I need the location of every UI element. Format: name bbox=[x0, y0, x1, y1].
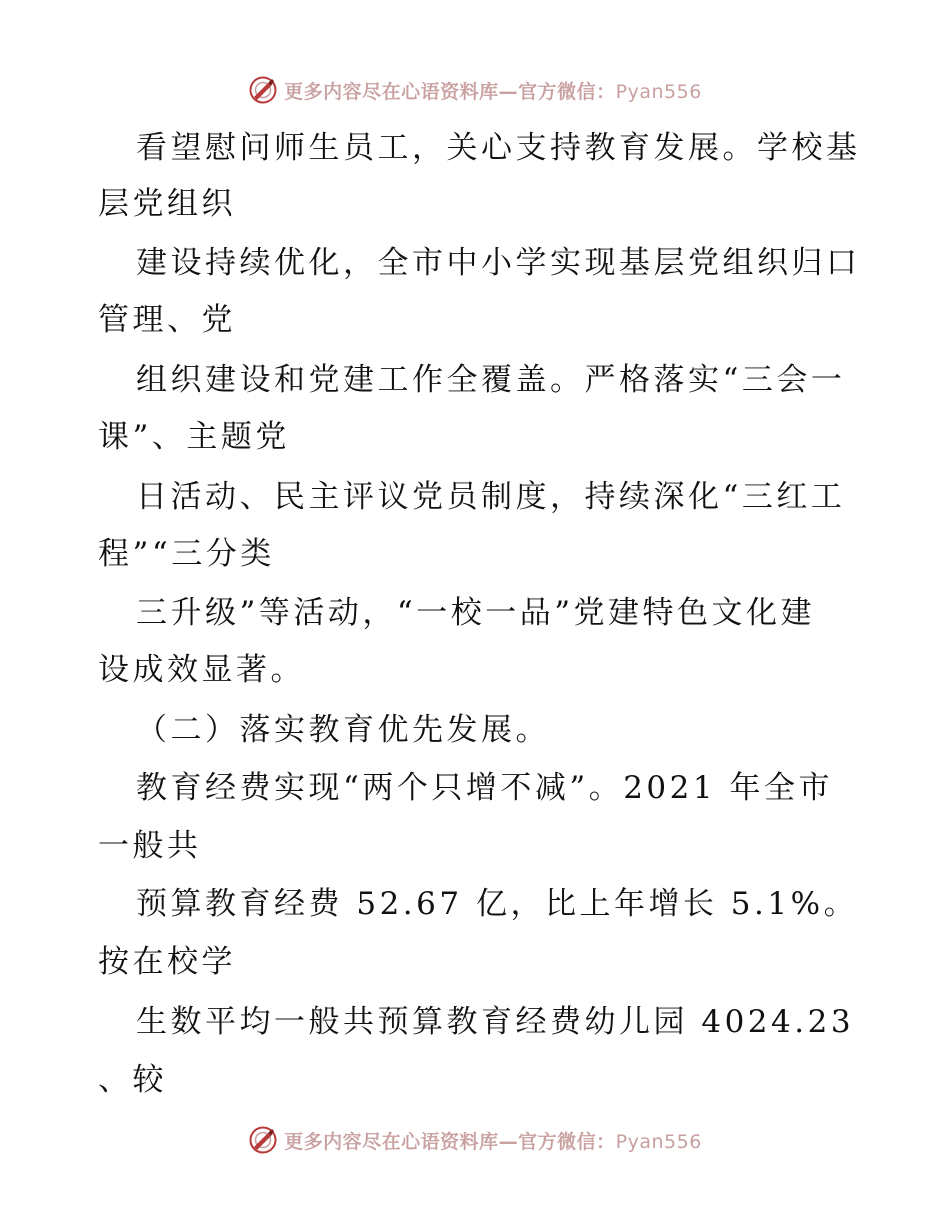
body-line: 教育经费实现“两个只增不减”。2021 年全市 bbox=[136, 770, 833, 806]
body-line: 生数平均一般共预算教育经费幼儿园 4024.23 bbox=[136, 1004, 855, 1040]
body-line: 组织建设和党建工作全覆盖。严格落实“三会一 bbox=[136, 362, 846, 398]
body-line: 预算教育经费 52.67 亿，比上年增长 5.1%。 bbox=[136, 886, 859, 922]
footer-watermark-text: 更多内容尽在心语资料库—官方微信：Pyan556 bbox=[284, 1130, 702, 1153]
header-watermark-id: Pyan556 bbox=[615, 80, 702, 103]
footer-watermark-id: Pyan556 bbox=[615, 1130, 702, 1153]
body-line: 建设持续优化，全市中小学实现基层党组织归口 bbox=[136, 245, 861, 281]
body-line: 管理、党 bbox=[98, 302, 236, 338]
body-line: 日活动、民主评议党员制度，持续深化“三红工 bbox=[136, 479, 846, 515]
section-heading: （二）落实教育优先发展。 bbox=[136, 712, 550, 748]
body-line: 一般共 bbox=[98, 828, 202, 864]
header-watermark-text: 更多内容尽在心语资料库—官方微信：Pyan556 bbox=[284, 80, 702, 103]
body-line: 三升级”等活动，“一校一品”党建特色文化建 bbox=[136, 595, 816, 631]
body-line: 、较 bbox=[98, 1062, 167, 1098]
body-line: 看望慰问师生员工，关心支持教育发展。学校基 bbox=[136, 130, 861, 166]
brand-logo-icon bbox=[248, 1125, 278, 1155]
body-line: 层党组织 bbox=[98, 186, 236, 222]
body-line: 设成效显著。 bbox=[98, 652, 305, 688]
body-line: 按在校学 bbox=[98, 944, 236, 980]
header-watermark bbox=[0, 72, 950, 108]
body-line: 课”、主题党 bbox=[98, 419, 290, 455]
body-line: 程”“三分类 bbox=[98, 536, 275, 572]
footer-watermark bbox=[0, 1122, 950, 1158]
brand-logo-icon bbox=[248, 75, 278, 105]
